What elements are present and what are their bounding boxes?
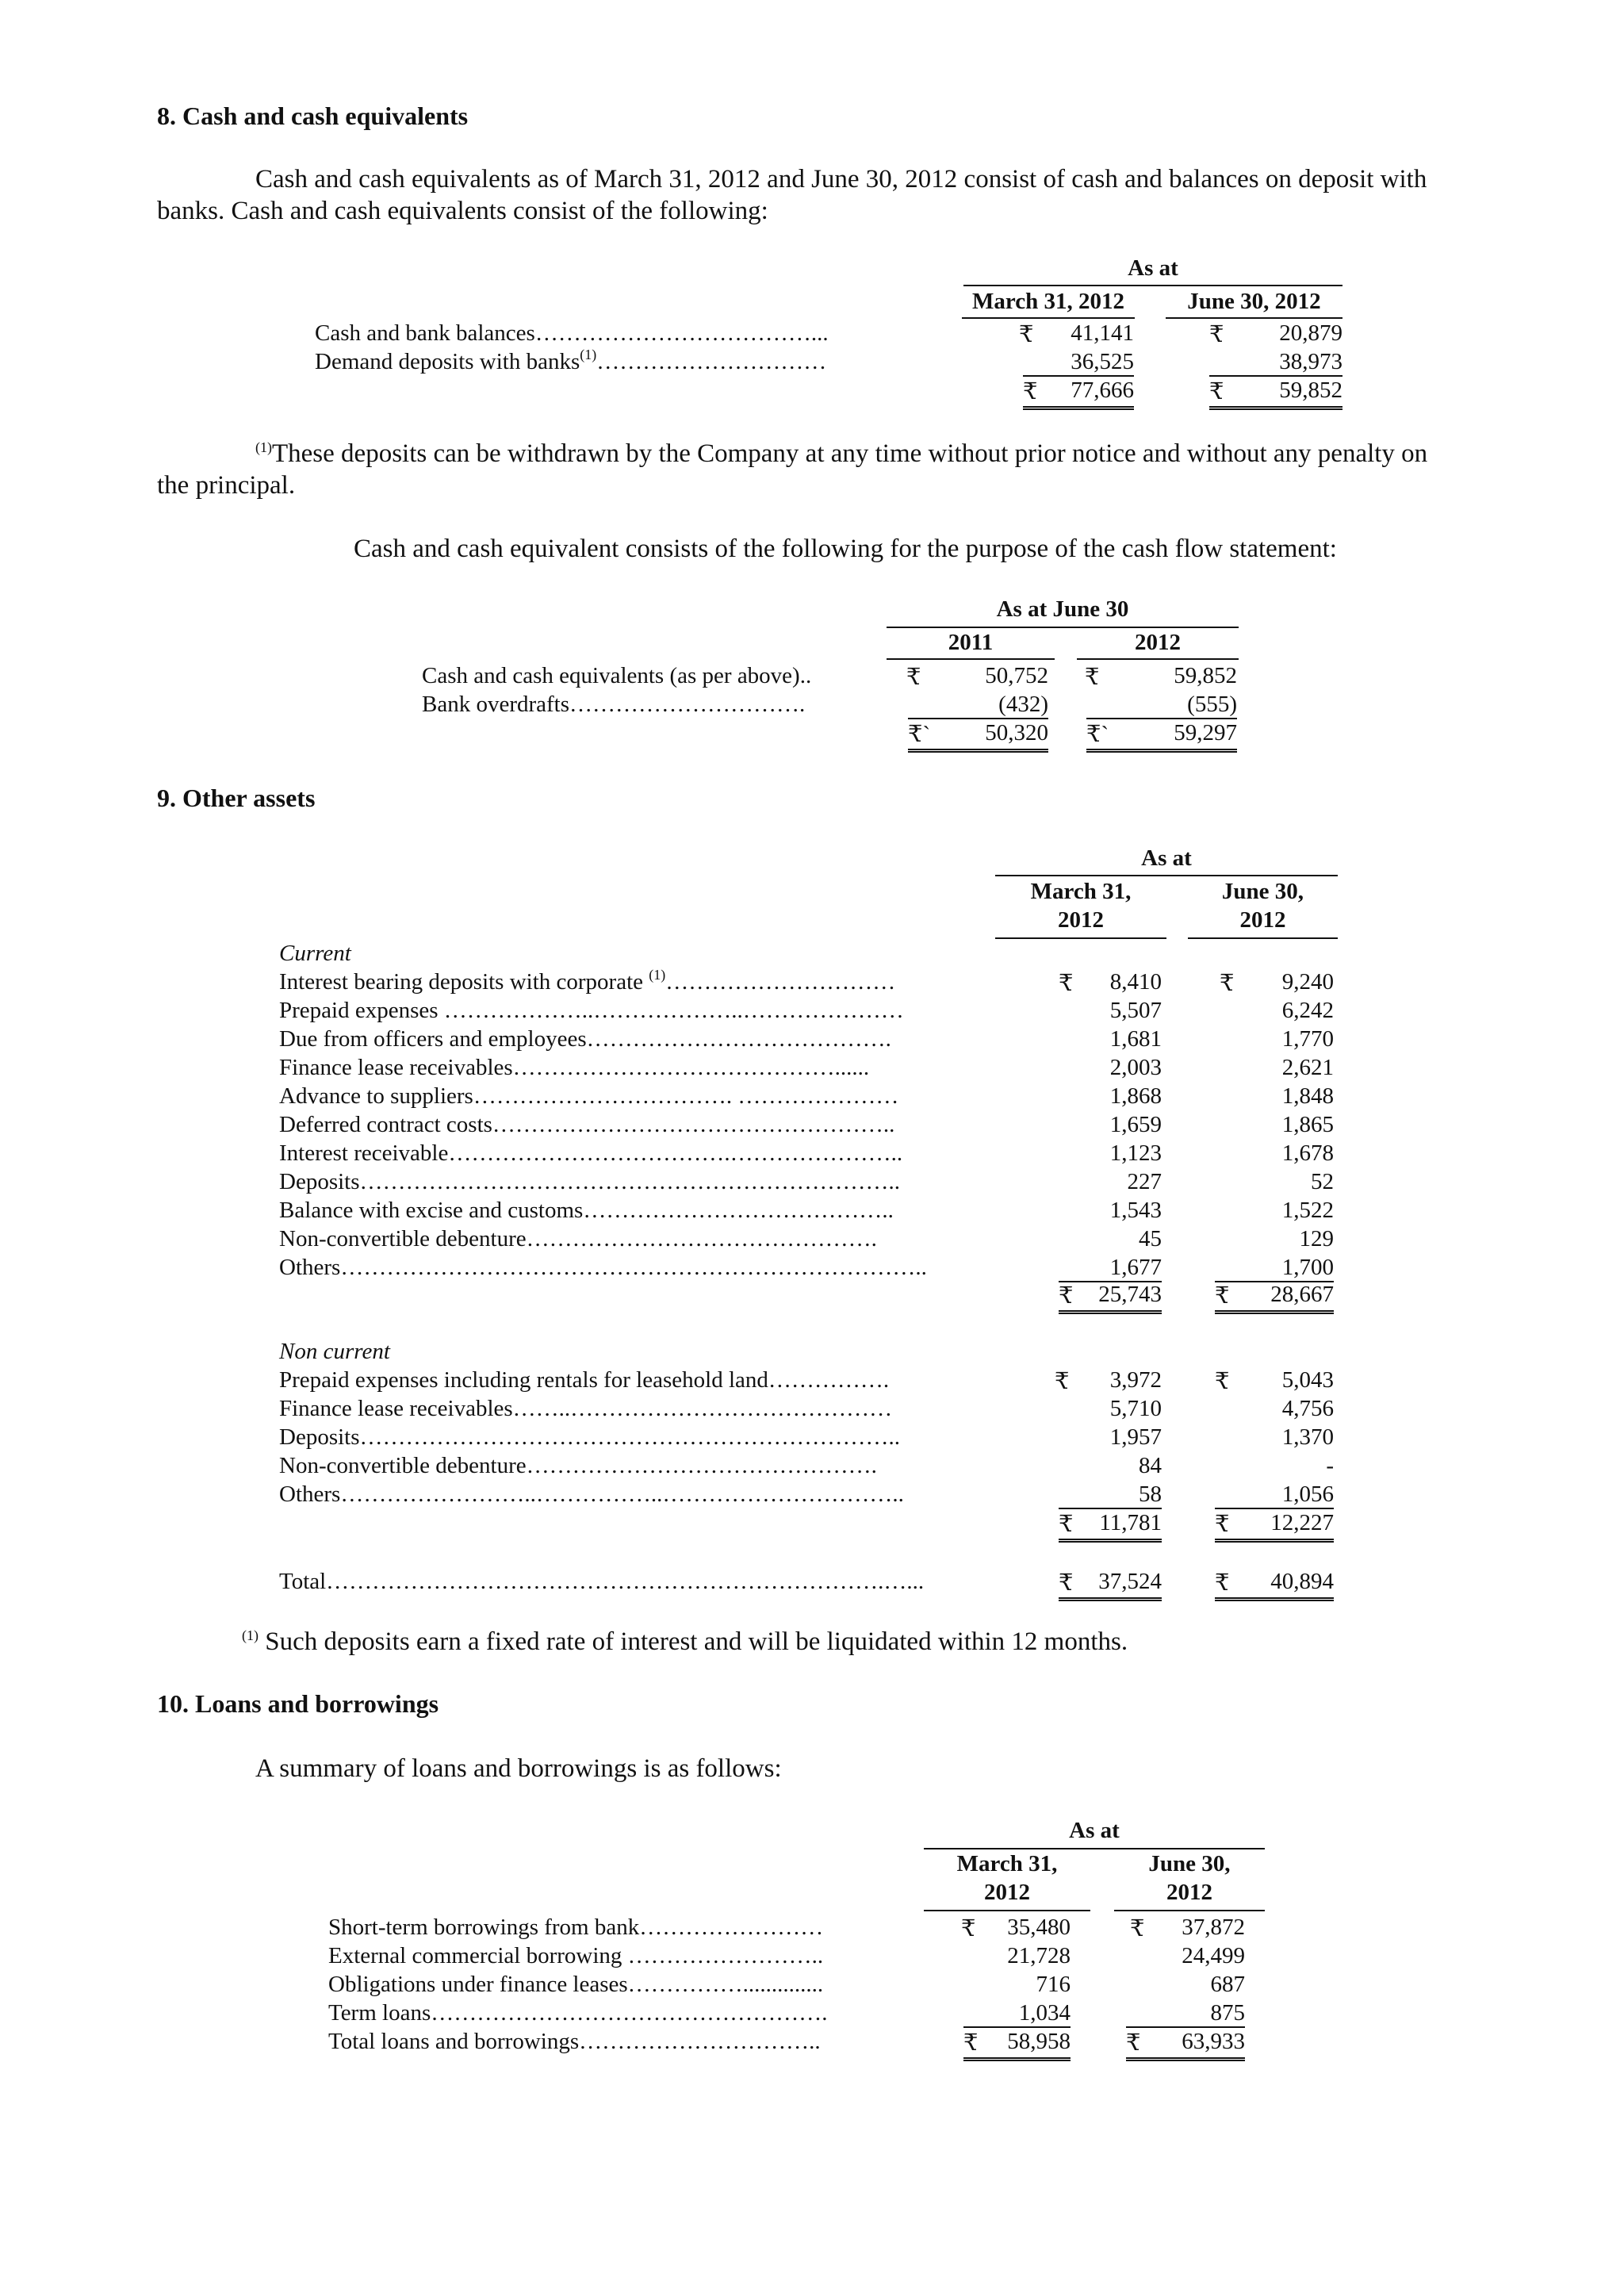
loans-total-label: Total loans and borrowings………………………….. [328, 2029, 821, 2054]
noncurrent-row-label: Prepaid expenses including rentals for leasehold land……………. [279, 1367, 890, 1393]
loan-row-value-col2: 24,499 [1182, 1943, 1245, 1968]
s9-col1-header-line1: March 31, [1030, 879, 1132, 904]
asset-row-value-col2: 1,522 [1281, 1198, 1334, 1223]
asset-row-value-col1: 8,410 [1109, 969, 1162, 995]
asset-row-value-col1: 227 [1127, 1169, 1162, 1194]
asset-row-label-text: Balance with excise and customs………………………………….. [279, 1198, 894, 1223]
s10-header-rule [924, 1848, 1265, 1849]
section-9-footnote: $^{(1)}$ Such deposits earn a fixed rate of interest and will be liquidated within 12 months. [242, 1627, 1128, 1656]
s9-total-col1: ₹ 37,524 [1059, 1569, 1162, 1601]
loan-row-value-col1: 35,480 [1007, 1915, 1071, 1940]
rupee-symbol: ₹ [1059, 1570, 1074, 1596]
noncurrent-row-value-col2: 5,043 [1281, 1367, 1334, 1393]
asset-row-value-col2: 1,678 [1281, 1140, 1334, 1166]
loan-row-label: Obligations under finance leases…………….............. [328, 1972, 824, 1997]
asset-row-label [279, 1198, 894, 1224]
t2-row-value-col2: 59,852 [1174, 663, 1237, 688]
noncurrent-row-value-col2: 1,370 [1281, 1424, 1334, 1450]
asset-row-label [279, 1083, 898, 1110]
asset-row-label [279, 1112, 894, 1138]
t2-row-value-col1: (432) [908, 692, 1048, 719]
rupee-symbol: ₹ [1126, 2030, 1141, 2056]
s10-col2-header-line2: 2012 [1166, 1880, 1212, 1905]
t1-row-label: Demand deposits with banks$^{(1)}$………………………… [315, 347, 827, 374]
loan-row-value-col2: 687 [1210, 1972, 1245, 1997]
section-8-footnote-line1: $^{(1)}$These deposits can be withdrawn by the Company at any time without prior notice and without any penalty on [255, 439, 1428, 468]
loan-row-value-col1: 1,034 [963, 2000, 1071, 2028]
rupee-symbol: ₹ [906, 665, 921, 690]
loan-row-value-col1: 21,728 [1007, 1943, 1071, 1968]
asset-row-label [279, 969, 895, 995]
asset-row-value-col1: 1,659 [1109, 1112, 1162, 1137]
t1-row-value-col2: 38,973 [1209, 349, 1342, 377]
t2-total-col1: ₹` 50,320 [908, 720, 1048, 753]
s9-col1-header-line2: 2012 [1058, 907, 1104, 933]
asset-row-value-col2: 52 [1311, 1169, 1334, 1194]
noncurrent-row-value-col1: 5,710 [1109, 1396, 1162, 1421]
leader-dots: ………………………… [665, 969, 896, 995]
rupee-symbol: ₹ [961, 1916, 976, 1941]
rupee-symbol: ₹` [1086, 722, 1109, 747]
rupee-symbol: ₹ [1023, 379, 1038, 404]
current-total-col2: ₹ 28,667 [1215, 1282, 1334, 1314]
t2-col2-header: 2012 [1135, 630, 1181, 655]
t1-total-col1: ₹ 77,666 [1023, 378, 1134, 410]
asset-row-label-text: Finance lease receivables……………………………………...... [279, 1055, 870, 1080]
s10-col2-rule [1114, 1910, 1265, 1911]
s10-as-at-header: As at [1069, 1818, 1120, 1843]
t1-col2-header: June 30, 2012 [1187, 289, 1321, 314]
rupee-symbol: ₹` [908, 722, 931, 747]
current-total-col1: ₹ 25,743 [1059, 1282, 1162, 1314]
noncurrent-row-value-col1: 84 [1139, 1453, 1162, 1478]
asset-row-value-col1: 1,868 [1109, 1083, 1162, 1109]
s9-col2-header-line2: 2012 [1239, 907, 1286, 933]
rupee-symbol: ₹ [1019, 322, 1034, 347]
loan-row-label: Term loans……………………………………………. [328, 2000, 828, 2026]
cash-flow-intro: Cash and cash equivalent consists of the following for the purpose of the cash flow statement: [354, 535, 1337, 563]
asset-row-label [279, 1140, 902, 1167]
t2-row-label: Cash and cash equivalents (as per above).. [422, 663, 812, 688]
s9-col2-rule [1188, 937, 1338, 939]
t1-row-label: Cash and bank balances………………………………... [315, 320, 829, 346]
section-9-heading: 9. Other assets [157, 784, 316, 812]
rupee-symbol: ₹ [1220, 971, 1235, 996]
rupee-symbol: ₹ [1085, 665, 1100, 690]
t1-row-value-col2: 20,879 [1279, 320, 1342, 346]
rupee-symbol: ₹ [1215, 1369, 1230, 1394]
rupee-symbol: ₹ [1209, 379, 1224, 404]
noncurrent-subheading: Non current [279, 1339, 390, 1364]
asset-row-label [279, 1026, 891, 1052]
asset-row-label-text: Due from officers and employees…………………………………. [279, 1026, 891, 1052]
t2-col2-rule [1077, 658, 1239, 660]
t1-col1-rule [962, 317, 1135, 319]
footnote-marker: (1) [649, 967, 666, 983]
asset-row-label-text: Deferred contract costs…………………………………………….. [279, 1112, 895, 1137]
loan-row-value-col2: 875 [1126, 2000, 1245, 2028]
s9-col1-rule [995, 937, 1166, 939]
rupee-symbol: ₹ [1209, 322, 1224, 347]
section-8-heading: 8. Cash and cash equivalents [157, 102, 469, 130]
asset-row-value-col2: 1,700 [1215, 1255, 1334, 1282]
rupee-symbol: ₹ [1059, 1283, 1074, 1309]
noncurrent-total-col1: ₹ 11,781 [1059, 1510, 1162, 1543]
loan-row-label: Short-term borrowings from bank…………………… [328, 1915, 824, 1940]
section-8-footnote-line2: the principal. [157, 471, 296, 500]
noncurrent-row-value-col2: 1,056 [1215, 1481, 1334, 1509]
asset-row-value-col1: 5,507 [1109, 998, 1162, 1023]
asset-row-label-text: Non-convertible debenture………………………………………. [279, 1226, 877, 1251]
noncurrent-row-value-col1: 1,957 [1109, 1424, 1162, 1450]
rupee-symbol: ₹ [1059, 971, 1074, 996]
noncurrent-total-col2: ₹ 12,227 [1215, 1510, 1334, 1543]
s9-as-at-header: As at [1141, 845, 1192, 871]
noncurrent-row-label: Others……………………..……………..………………………….. [279, 1481, 904, 1507]
rupee-symbol: ₹ [1215, 1570, 1230, 1596]
t1-row-value-col1: 36,525 [1023, 349, 1134, 377]
s10-col2-header-line1: June 30, [1148, 1851, 1231, 1876]
s9-total-col2: ₹ 40,894 [1215, 1569, 1334, 1601]
noncurrent-row-label: Deposits…………………………………………………………….. [279, 1424, 900, 1450]
t2-row-value-col2: (555) [1086, 692, 1237, 719]
asset-row-value-col1: 45 [1139, 1226, 1162, 1251]
asset-row-label-text: Others………………………………………………………………….. [279, 1255, 927, 1280]
rupee-symbol: ₹ [1215, 1283, 1230, 1309]
t2-header-rule [887, 627, 1239, 628]
asset-row-label [279, 1169, 900, 1195]
noncurrent-row-value-col2: - [1326, 1453, 1334, 1478]
t2-total-col2: ₹` 59,297 [1086, 720, 1237, 753]
s10-col1-header-line1: March 31, [956, 1851, 1058, 1876]
asset-row-label [279, 998, 904, 1024]
noncurrent-row-label: Finance lease receivables……..…………………………………… [279, 1396, 893, 1421]
loan-row-value-col1: 716 [1036, 1972, 1071, 1997]
t1-col1-header: March 31, 2012 [972, 289, 1124, 314]
section-10-intro: A summary of loans and borrowings is as follows: [255, 1754, 782, 1783]
rupee-symbol: ₹ [963, 2030, 979, 2056]
noncurrent-row-label: Non-convertible debenture………………………………………. [279, 1453, 877, 1478]
s10-col1-rule [924, 1910, 1090, 1911]
loans-total-col2: ₹ 63,933 [1126, 2029, 1245, 2061]
rupee-symbol: ₹ [1059, 1512, 1074, 1537]
asset-row-value-col2: 1,770 [1281, 1026, 1334, 1052]
t1-as-at-header: As at [1128, 255, 1178, 281]
asset-row-value-col2: 6,242 [1281, 998, 1334, 1023]
asset-row-value-col1: 1,677 [1059, 1255, 1162, 1282]
asset-row-label-text: Advance to suppliers……………………………. ………………… [279, 1083, 899, 1109]
section-8-paragraph-line1: Cash and cash equivalents as of March 31, 2012 and June 30, 2012 consist of cash and balances on deposit with [255, 165, 1427, 194]
rupee-symbol: ₹ [1055, 1369, 1070, 1394]
noncurrent-row-value-col1: 3,972 [1109, 1367, 1162, 1393]
asset-row-label-text: Interest receivable……………………………….………………….. [279, 1140, 903, 1166]
loan-row-label: External commercial borrowing …………………….. [328, 1943, 824, 1968]
noncurrent-row-value-col1: 58 [1059, 1481, 1162, 1509]
asset-row-label-text: Deposits…………………………………………………………….. [279, 1169, 900, 1194]
t2-as-at-header: As at June 30 [996, 596, 1129, 622]
asset-row-value-col1: 2,003 [1109, 1055, 1162, 1080]
asset-row-value-col2: 1,848 [1281, 1083, 1334, 1109]
t2-row-value-col1: 50,752 [985, 663, 1048, 688]
loan-row-value-col2: 37,872 [1182, 1915, 1245, 1940]
asset-row-label [279, 1255, 927, 1281]
rupee-symbol: ₹ [1130, 1916, 1145, 1941]
s9-total-label: Total……………………………………………………………….…... [279, 1569, 925, 1594]
t1-row-value-col1: 41,141 [1071, 320, 1134, 346]
noncurrent-row-value-col2: 4,756 [1281, 1396, 1334, 1421]
current-subheading: Current [279, 941, 351, 966]
t1-header-rule [963, 285, 1342, 286]
s10-col1-header-line2: 2012 [984, 1880, 1030, 1905]
asset-row-value-col1: 1,681 [1109, 1026, 1162, 1052]
t1-total-col2: ₹ 59,852 [1209, 378, 1342, 410]
rupee-symbol: ₹ [1215, 1512, 1230, 1537]
t2-col1-rule [887, 658, 1055, 660]
asset-row-label-text: Prepaid expenses ………………..………………..………………… [279, 998, 904, 1023]
s9-col2-header-line1: June 30, [1221, 879, 1304, 904]
asset-row-label [279, 1226, 877, 1252]
section-10-heading: 10. Loans and borrowings [157, 1689, 439, 1718]
asset-row-value-col2: 1,865 [1281, 1112, 1334, 1137]
asset-row-label-text: Interest bearing deposits with corporate [279, 969, 649, 995]
asset-row-value-col1: 1,543 [1109, 1198, 1162, 1223]
t1-col2-rule [1166, 317, 1342, 319]
asset-row-value-col2: 2,621 [1281, 1055, 1334, 1080]
asset-row-label [279, 1055, 869, 1081]
asset-row-value-col2: 129 [1299, 1226, 1334, 1251]
t2-row-label: Bank overdrafts…………………………. [422, 692, 806, 717]
asset-row-value-col1: 1,123 [1109, 1140, 1162, 1166]
s9-header-rule [995, 875, 1338, 876]
section-8-paragraph-line2: banks. Cash and cash equivalents consist of the following: [157, 197, 768, 225]
loans-total-col1: ₹ 58,958 [963, 2029, 1071, 2061]
t2-col1-header: 2011 [948, 630, 994, 655]
asset-row-value-col2: 9,240 [1281, 969, 1334, 995]
